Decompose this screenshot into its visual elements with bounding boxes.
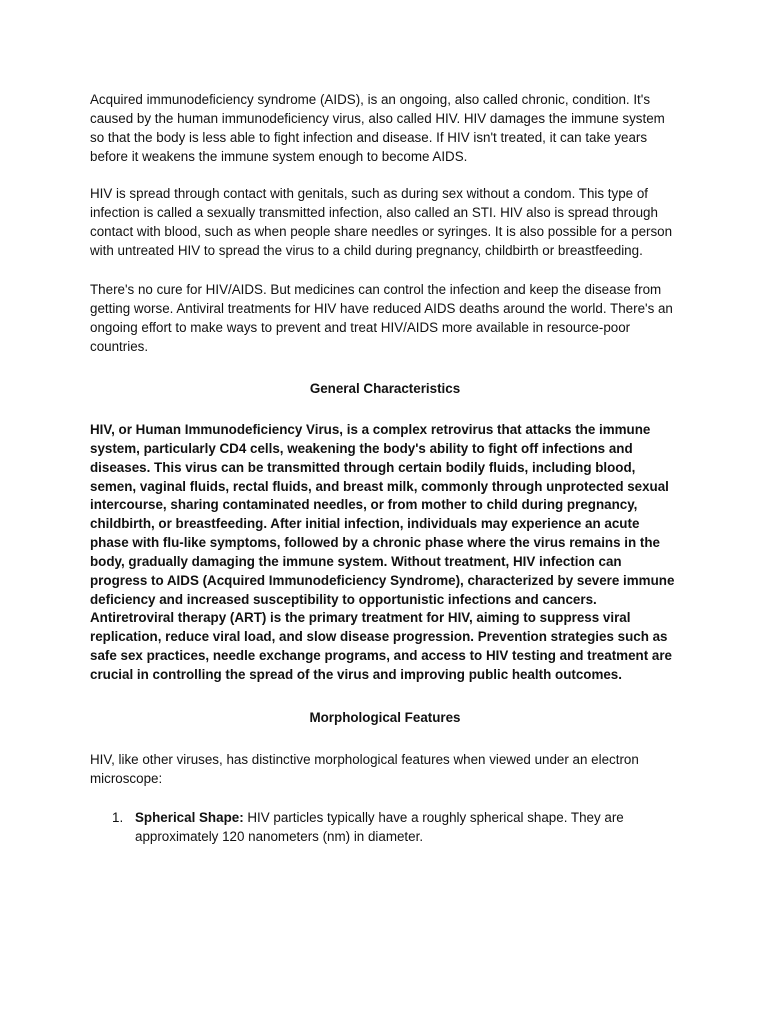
- general-characteristics-heading: General Characteristics: [309, 381, 461, 396]
- morphological-features-list: [90, 808, 680, 846]
- list-item-number: 1.: [112, 809, 124, 825]
- document-page: [90, 90, 680, 846]
- intro-paragraph-1: Acquired immunodeficiency syndrome (AIDS), is an ongoing, also called chronic, condition. It's caused by the human immunodeficiency virus, also called HIV. HIV damages the immune system so that the body is less able to fight infection and disease. If HIV isn't treated, it can take years before it weakens the immune system enough to become AIDS.: [90, 92, 665, 164]
- intro-paragraph-2: HIV is spread through contact with genitals, such as during sex without a condom. This type of infection is called a sexually transmitted infection, also called an STI. HIV also is spread through contact with blood, such as when people share needles or syringes. It is also possible for a person with untreated HIV to spread the virus to a child during pregnancy, childbirth or breastfeeding.: [90, 186, 673, 258]
- general-characteristics-paragraph: HIV, or Human Immunodeficiency Virus, is a complex retrovirus that attacks the immune system, particularly CD4 cells, weakening the body's ability to fight off infections and diseases. This virus can be transmitted through certain bodily fluids, including blood, semen, vaginal fluids, rectal fluids, and breast milk, commonly through unprotected sexual intercourse, sharing contaminated needles, or from mother to child during pregnancy, childbirth, or breastfeeding. After initial infection, individuals may experience an acute phase with flu-like symptoms, followed by a chronic phase where the virus remains in the body, gradually damaging the immune system. Without treatment, HIV infection can progress to AIDS (Acquired Immunodeficiency Syndrome), characterized by severe immune deficiency and increased susceptibility to opportunistic infections and cancers. Antiretroviral therapy (ART) is the primary treatment for HIV, aiming to suppress viral replication, reduce viral load, and slow disease progression. Prevention strategies such as safe sex practices, needle exchange programs, and access to HIV testing and treatment are crucial in controlling the spread of the virus and improving public health outcomes.: [90, 422, 675, 682]
- morphological-features-heading: Morphological Features: [309, 709, 461, 725]
- list-item-text: HIV particles typically have a roughly spherical shape. They are approximately 120 nanometers (nm) in diameter.: [135, 809, 624, 844]
- morphological-intro-paragraph: HIV, like other viruses, has distinctive morphological features when viewed under an electron microscope:: [90, 751, 639, 786]
- intro-paragraph-3: There's no cure for HIV/AIDS. But medicines can control the infection and keep the disease from getting worse. Antiviral treatments for HIV have reduced AIDS deaths around the world. There's an ongoing effort to make ways to prevent and treat HIV/AIDS more available in resource-poor countries.: [90, 282, 673, 354]
- list-item-term: Spherical Shape:: [135, 809, 244, 825]
- list-item: [90, 808, 680, 846]
